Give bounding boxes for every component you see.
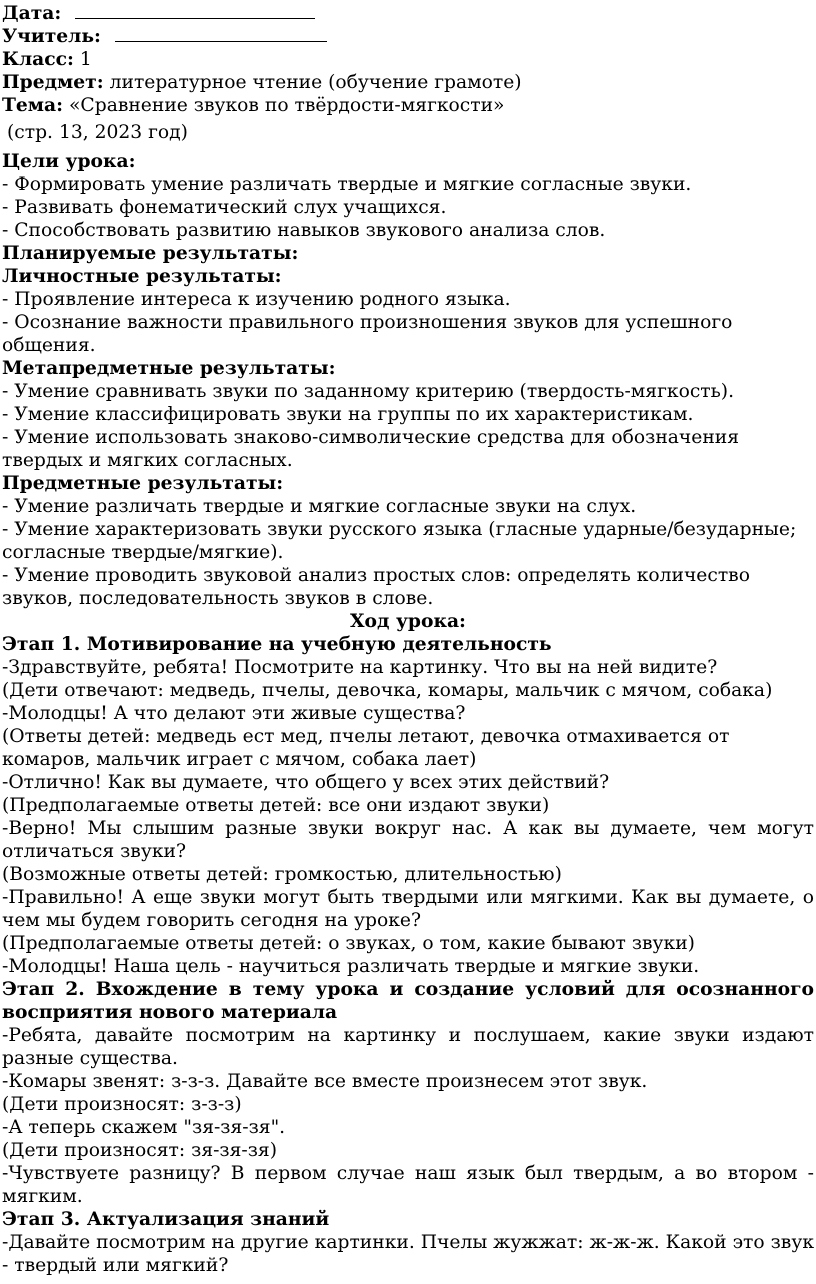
dialogue-line: (Дети произносят: зя-зя-зя) — [2, 1140, 277, 1161]
dialogue-line: -Комары звенят: з-з-з. Давайте все вместе произнесем этот звук. — [2, 1071, 648, 1092]
meta-result-item: - Умение использовать знаково-символические средства для обозначения твердых и мягких согласных. — [2, 427, 740, 471]
date-blank[interactable] — [75, 4, 315, 19]
subject-label: Предмет: — [2, 71, 104, 93]
teacher-blank[interactable] — [115, 27, 327, 42]
dialogue-line: (Ответы детей: медведь ест мед, пчелы летают, девочка отмахивается от комаров, мальчик играет с мячом, собака лает) — [2, 726, 730, 770]
results-heading: Планируемые результаты: — [2, 242, 299, 264]
subject-result-item: - Умение различать твердые и мягкие согласные звуки на слух. — [2, 496, 637, 517]
goals-heading: Цели урока: — [2, 150, 136, 172]
teacher-label: Учитель: — [2, 25, 101, 47]
stage2-heading: Этап 2. Вхождение в тему урока и создание условий для осознанного восприятия нового материала — [2, 978, 814, 1023]
dialogue-line: -А теперь скажем "зя-зя-зя". — [2, 1117, 286, 1138]
personal-results-heading: Личностные результаты: — [2, 265, 282, 287]
stage3-heading: Этап 3. Актуализация знаний — [2, 1208, 330, 1230]
personal-result-item: - Проявление интереса к изучению родного языка. — [2, 289, 511, 310]
meta-results-heading: Метапредметные результаты: — [2, 357, 336, 379]
dialogue-line: -Чувствуете разницу? В первом случае наш язык был твердым, а во втором - мягким. — [2, 1163, 814, 1207]
goal-item: - Развивать фонематический слух учащихся. — [2, 197, 447, 218]
date-row — [2, 2, 814, 25]
topic-label: Тема: — [2, 94, 64, 116]
subject-value: литературное чтение (обучение грамоте) — [109, 72, 522, 93]
date-label: Дата: — [2, 2, 62, 24]
dialogue-line: -Давайте посмотрим на другие картинки. Пчелы жужжат: ж-ж-ж. Какой это звук - твердый или мягкий? — [2, 1232, 814, 1276]
dialogue-line: -Молодцы! Наша цель - научиться различать твердые и мягкие звуки. — [2, 956, 700, 977]
meta-result-item: - Умение классифицировать звуки на группы по их характеристикам. — [2, 404, 694, 425]
lesson-heading: Ход урока: — [350, 610, 466, 632]
dialogue-line: (Дети произносят: з-з-з) — [2, 1094, 242, 1115]
teacher-row — [2, 25, 814, 48]
goal-item: - Формировать умение различать твердые и мягкие согласные звуки. — [2, 174, 692, 195]
meta-result-item: - Умение сравнивать звуки по заданному критерию (твердость-мягкость). — [2, 381, 735, 402]
class-row — [2, 48, 814, 71]
dialogue-line: -Правильно! А еще звуки могут быть твердыми или мягкими. Как вы думаете, о чем мы будем говорить сегодня на уроке? — [2, 887, 814, 931]
dialogue-line: -Ребята, давайте посмотрим на картинку и послушаем, какие звуки издают разные существа. — [2, 1025, 814, 1069]
subject-result-item: - Умение проводить звуковой анализ простых слов: определять количество звуков, последовательность звуков в слове. — [2, 565, 750, 609]
subject-result-item: - Умение характеризовать звуки русского языка (гласные ударные/безударные; согласные твердые/мягкие). — [2, 519, 797, 563]
subject-results-heading: Предметные результаты: — [2, 472, 284, 494]
dialogue-line: (Предполагаемые ответы детей: все они издают звуки) — [2, 795, 550, 816]
dialogue-line: -Отлично! Как вы думаете, что общего у всех этих действий? — [2, 772, 610, 793]
personal-result-item: - Осознание важности правильного произношения звуков для успешного общения. — [2, 312, 733, 356]
dialogue-line: (Возможные ответы детей: громкостью, длительностью) — [2, 864, 562, 885]
class-label: Класс: — [2, 48, 74, 70]
class-value: 1 — [79, 49, 92, 70]
dialogue-line: (Предполагаемые ответы детей: о звуках, о том, какие бывают звуки) — [2, 933, 695, 954]
stage1-heading: Этап 1. Мотивирование на учебную деятельность — [2, 633, 552, 655]
topic-value: «Сравнение звуков по твёрдости-мягкости» — [69, 95, 505, 116]
goal-item: - Способствовать развитию навыков звукового анализа слов. — [2, 220, 606, 241]
dialogue-line: -Молодцы! А что делают эти живые существа? — [2, 703, 466, 724]
source-line: (стр. 13, 2023 год) — [7, 122, 188, 143]
dialogue-line: (Дети отвечают: медведь, пчелы, девочка, комары, мальчик с мячом, собака) — [2, 680, 773, 701]
dialogue-line: -Верно! Мы слышим разные звуки вокруг нас. А как вы думаете, чем могут отличаться звуки? — [2, 818, 814, 862]
subject-row — [2, 71, 814, 94]
dialogue-line: -Здравствуйте, ребята! Посмотрите на картинку. Что вы на ней видите? — [2, 657, 718, 678]
topic-row — [2, 94, 814, 117]
